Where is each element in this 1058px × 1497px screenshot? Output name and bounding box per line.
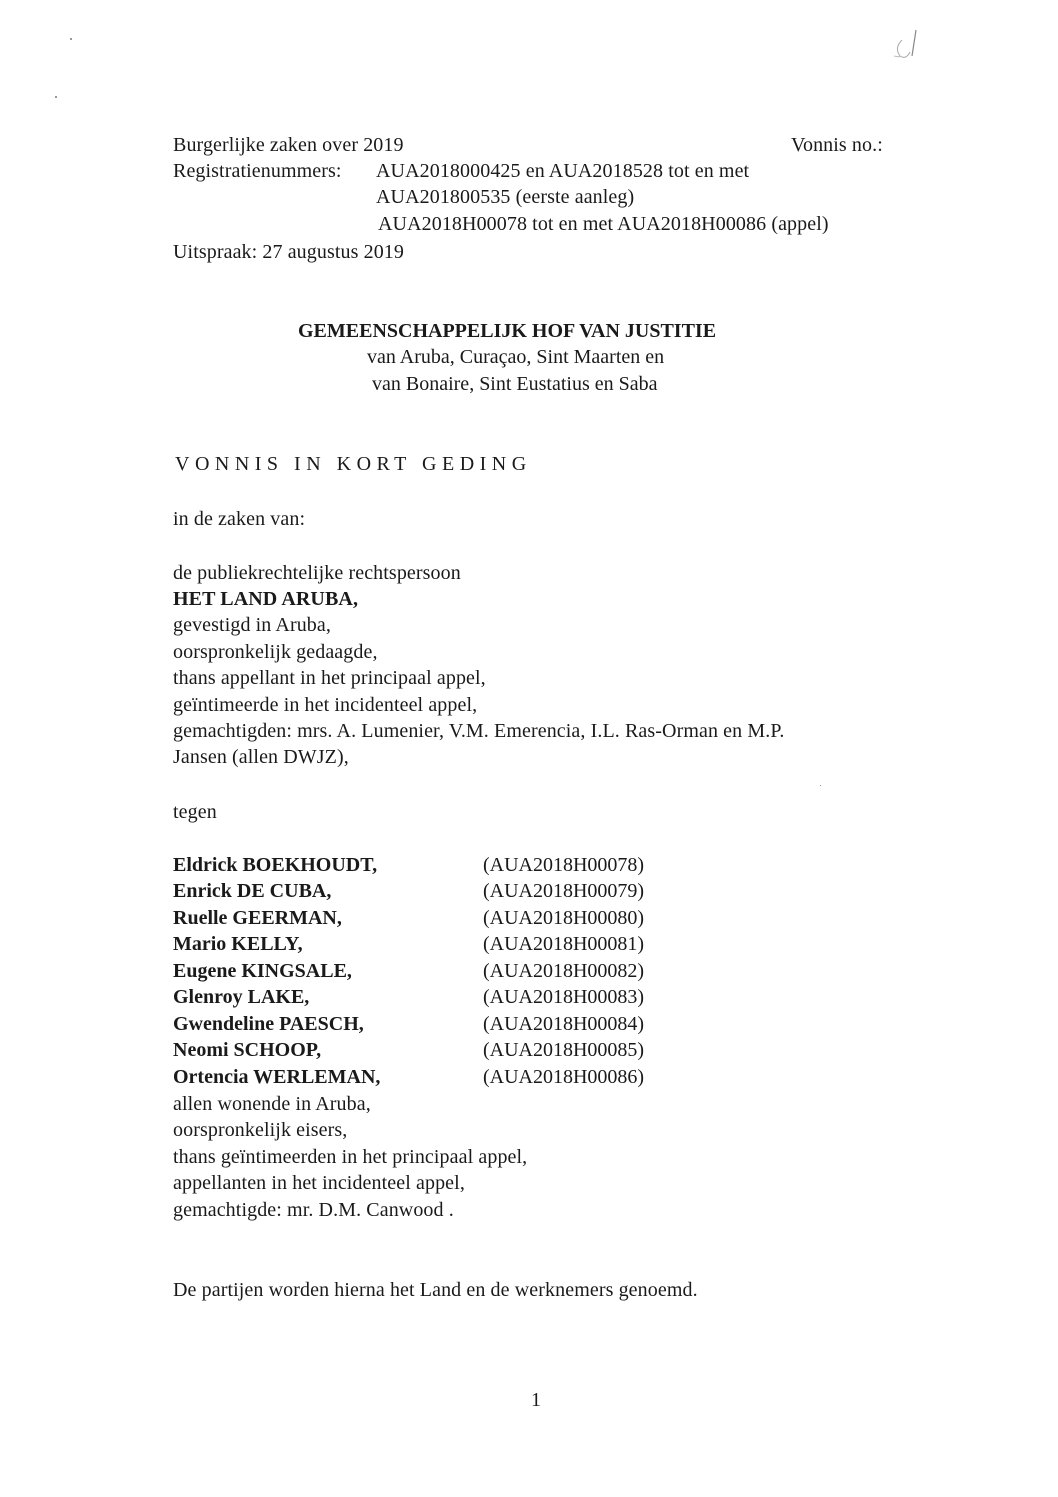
court-subtitle-2: van Bonaire, Sint Eustatius en Saba [372,373,658,395]
appellant-name: HET LAND ARUBA, [173,588,359,610]
tegen-text: tegen [173,801,217,823]
respondents-line-4: appellanten in het incidenteel appel, [173,1172,465,1194]
respondent-case: (AUA2018H00079) [483,880,645,902]
respondent-name: Glenroy LAKE, [173,986,310,1008]
uitspraak-date: Uitspraak: 27 augustus 2019 [173,241,405,263]
registration-line-3: AUA2018H00078 tot en met AUA2018H00086 (appel) [378,213,829,235]
appellant-line-2: gevestigd in Aruba, [173,614,331,636]
respondent-name: Enrick DE CUBA, [173,880,332,902]
respondent-name: Eugene KINGSALE, [173,960,352,982]
respondent-case: (AUA2018H00085) [483,1039,645,1061]
appellant-line-1: de publiekrechtelijke rechtspersoon [173,562,461,584]
respondent-name: Neomi SCHOOP, [173,1039,322,1061]
respondent-case: (AUA2018H00084) [483,1013,645,1035]
respondent-case: (AUA2018H00080) [483,907,645,929]
intro-text: in de zaken van: [173,508,306,530]
closing-paragraph: De partijen worden hierna het Land en de werknemers genoemd. [173,1279,698,1301]
vonnis-number-label: Vonnis no.: [791,134,883,156]
registration-line-2: AUA201800535 (eerste aanleg) [376,186,635,208]
respondent-case: (AUA2018H00082) [483,960,645,982]
respondents-line-1: allen wonende in Aruba, [173,1093,371,1115]
page-number: 1 [531,1389,541,1411]
appellant-line-6: gemachtigden: mrs. A. Lumenier, V.M. Emerencia, I.L. Ras-Orman en M.P. [173,720,785,742]
respondent-case: (AUA2018H00081) [483,933,645,955]
respondent-name: Ruelle GEERMAN, [173,907,342,929]
scan-speck [55,96,57,98]
respondent-case: (AUA2018H00078) [483,854,645,876]
respondents-line-5: gemachtigde: mr. D.M. Canwood . [173,1199,454,1221]
respondent-name: Ortencia WERLEMAN, [173,1066,381,1088]
respondent-case: (AUA2018H00086) [483,1066,645,1088]
appellant-line-3: oorspronkelijk gedaagde, [173,641,378,663]
appellant-line-7: Jansen (allen DWJZ), [173,746,349,768]
respondent-name: Eldrick BOEKHOUDT, [173,854,378,876]
scan-speck [70,38,72,40]
registration-line-1: AUA2018000425 en AUA2018528 tot en met [376,160,750,182]
case-type: Burgerlijke zaken over 2019 [173,134,404,156]
scan-speck [820,785,821,786]
respondent-name: Gwendeline PAESCH, [173,1013,364,1035]
document-type-heading: VONNIS IN KORT GEDING [175,453,532,475]
respondent-case: (AUA2018H00083) [483,986,645,1008]
respondent-name: Mario KELLY, [173,933,303,955]
respondents-line-2: oorspronkelijk eisers, [173,1119,348,1141]
respondents-line-3: thans geïntimeerden in het principaal appel, [173,1146,528,1168]
court-subtitle-1: van Aruba, Curaçao, Sint Maarten en [367,346,665,368]
registration-label: Registratienummers: [173,160,342,182]
appellant-line-5: geïntimeerde in het incidenteel appel, [173,694,478,716]
handwritten-mark [886,26,926,66]
appellant-line-4: thans appellant in het principaal appel, [173,667,486,689]
court-title: GEMEENSCHAPPELIJK HOF VAN JUSTITIE [298,320,717,342]
